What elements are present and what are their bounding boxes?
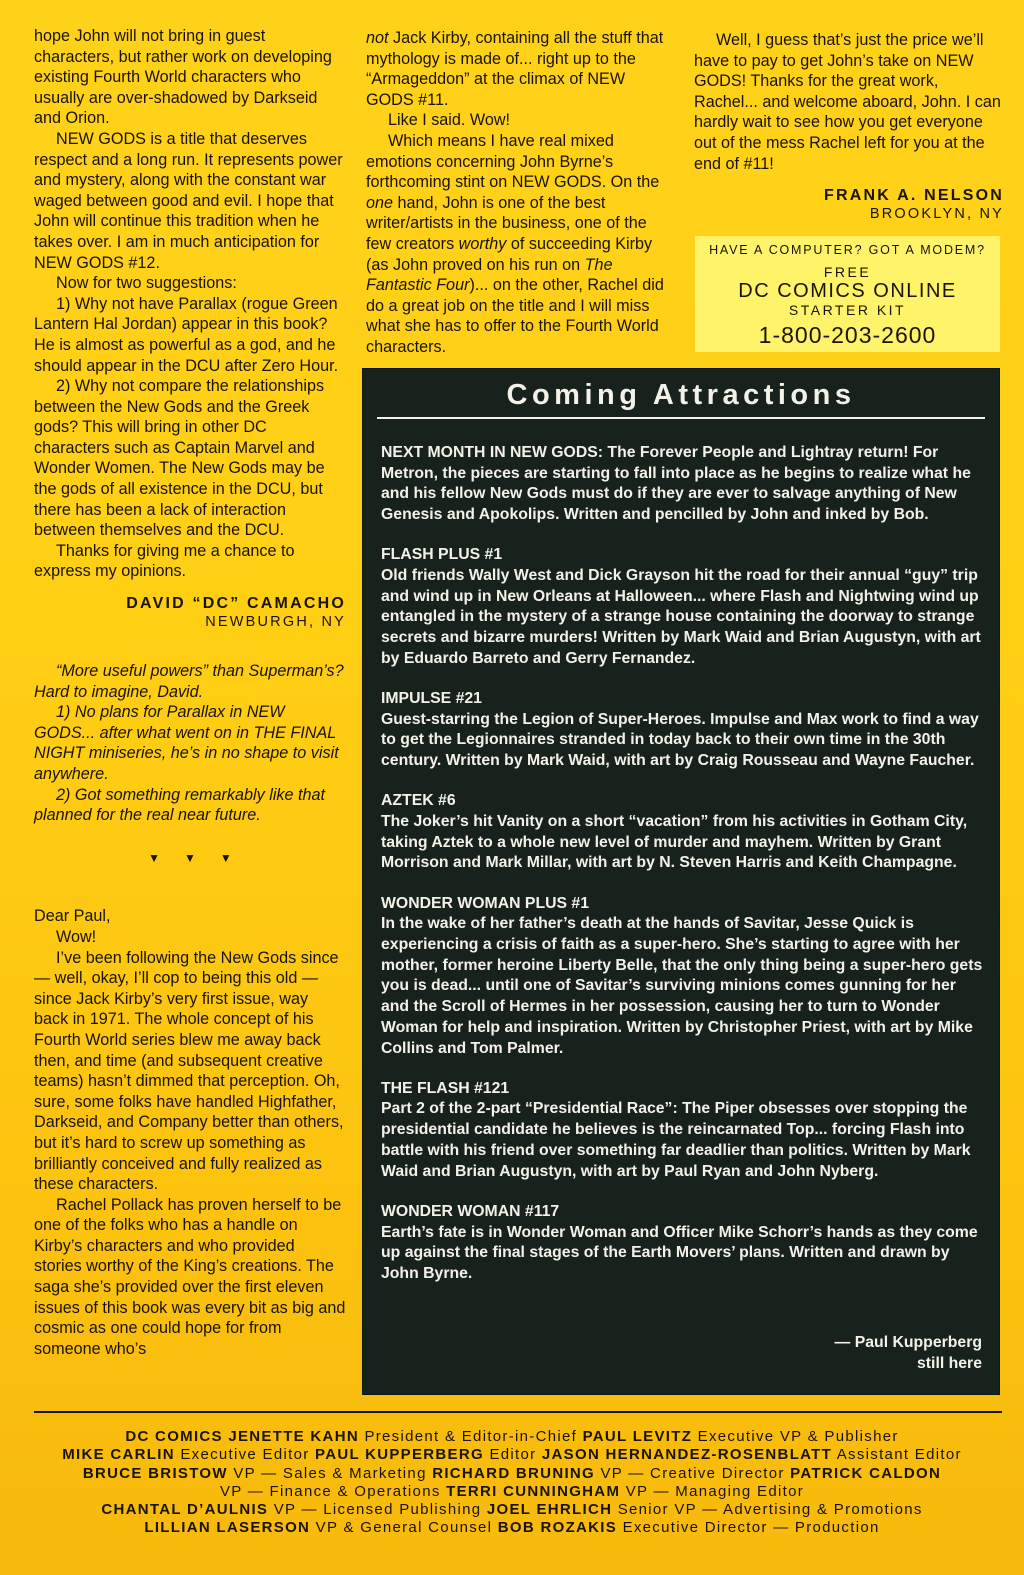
credit-name: LILLIAN LASERSON [144,1519,311,1537]
credits-line [20,1428,1004,1446]
credit-title: VP — Managing Editor [625,1482,805,1500]
letter-paragraph [366,131,674,358]
coming-attractions-list [381,443,987,1304]
letter-signature-name: FRANK A. NELSON [824,187,1004,205]
promo-phone: 1-800-203-2600 [758,322,937,348]
credit-name: BOB ROZAKIS [497,1519,618,1537]
letter-paragraph: 1) Why not have Parallax (rogue Green Lantern Hal Jordan) appear in this book? He is almost as powerful as a god, and he should appear in the DCU after Zero Hour. [34,294,339,375]
letter-column-3 [694,30,1004,223]
letter-signature-place: BROOKLYN, NY [869,206,1004,223]
footer-divider [34,1411,1002,1413]
coming-item-body: The Joker’s hit Vanity on a short “vacation” from his activities in Gotham City, taking Aztek to a whole new level of murder and mayhem. Written by Grant Morrison and Mark Millar, with art by N. Steven Harris and Keith Champagne. [381,813,968,872]
coming-item [381,1079,987,1183]
editor-reply: “More useful powers” than Superman’s? Hard to imagine, David. [34,662,344,701]
letter-paragraph: Now for two suggestions: [56,274,237,293]
promo-free: FREE [823,264,872,280]
editor-reply: 1) No plans for Parallax in NEW GODS... after what went on in THE FINAL NIGHT miniseries, he’s in no shape to visit anywhere. [34,703,339,783]
text-run: Which means I have real mixed emotions concerning John Byrne’s forthcoming stint on NEW GODS. On the [366,131,660,192]
coming-item-body: In the wake of her father’s death at the hands of Savitar, Jesse Quick is experiencing a crisis of faith as a super-hero. She’s starting to agree with her mother, former heroine Liberty Belle, that the only thing being a super-hero gets you is dead... until one of Savitar’s surviving minions comes gunning for her and the Scroll of Hermes in her possession, causing her to turn to Wonder Woman for help and inspiration. Written by Christopher Priest, with art by Mike Collins and Tom Palmer. [381,915,983,1057]
credit-title: VP & General Counsel [315,1519,493,1537]
credit-title: VP — Creative Director [600,1464,785,1482]
credit-title: VP — Sales & Marketing [233,1464,427,1482]
coming-item-title: NEXT MONTH IN NEW GODS: [381,444,604,461]
credits-line [20,1501,1004,1519]
credit-title: Editor [489,1446,537,1464]
coming-item-title: FLASH PLUS #1 [381,546,503,564]
credit-name: JASON HERNANDEZ-ROSENBLATT [541,1446,833,1464]
letter-column-1 [34,26,346,1359]
credit-title: VP — Licensed Publishing [273,1501,482,1519]
credit-title: Executive Director — Production [622,1519,880,1537]
letter-column-2 [366,28,674,358]
italic-text: not [366,29,389,47]
credit-name: JENETTE KAHN [228,1428,359,1445]
credit-title: VP — Finance & Operations [219,1482,441,1500]
coming-item [381,894,987,1060]
letter-paragraph: Like I said. Wow! [388,111,511,130]
credits-line [20,1483,1004,1501]
credits-line [20,1465,1004,1483]
letter-paragraph: Wow! [56,927,97,946]
letter-paragraph: Thanks for giving me a chance to express my opinions. [34,541,295,581]
letter-paragraph: Rachel Pollack has proven herself to be one of the folks who has a handle on Kirby’s characters and who provided stories worthy of the King’s creations. The saga she’s provided over the first eleven issues of this book was every bit as big and cosmic as one could hope for from someone who’s [34,1195,346,1358]
letter-paragraph: 2) Why not compare the relationships between the New Gods and the Greek gods? This will bring in other DC characters such as Captain Marvel and Wonder Women. The New Gods may be the gods of all existence in the DCU, but there has been a lack of interaction between themselves and the DCU. [34,377,325,540]
credit-name: PATRICK CALDON [790,1464,942,1482]
credit-name: CHANTAL D’AULNIS [101,1501,269,1519]
coming-item-body: Guest-starring the Legion of Super-Heroes. Impulse and Max work to find a way to get the Legionnaires stranded in today back to their own time in the 30th century. Written by Mark Waid, with art by Craig Rousseau and Wayne Faucher. [381,710,979,770]
letter-paragraph [366,28,674,110]
credit-title: Executive VP & Publisher [697,1428,899,1445]
letter-signature-name: DAVID “DC” CAMACHO [126,595,346,613]
coming-attractions-box [363,369,999,1394]
editor-signoff [835,1333,982,1374]
coming-item-title: THE FLASH #121 [381,1079,510,1097]
credit-name: MIKE CARLIN [62,1446,175,1464]
text-run: Jack Kirby, containing all the stuff that mythology is made of... right up to the “Armageddon” at the climax of NEW GODS #11. [366,29,664,109]
editor-signoff-name: — Paul Kupperberg [834,1334,982,1351]
credit-title: Executive Editor [180,1446,310,1464]
credit-name: PAUL LEVITZ [582,1428,693,1445]
italic-text: The Fantastic Four [366,255,613,295]
coming-item-body: Earth’s fate is in Wonder Woman and Officer Mike Schorr’s hands as they come up against the final stages of the Earth Movers’ plans. Written and drawn by John Byrne. [381,1223,978,1282]
credit-name: BRUCE BRISTOW [82,1464,228,1482]
coming-item [381,689,987,772]
promo-kit: STARTER KIT [788,302,907,318]
letter-paragraph: I’ve been following the New Gods since — well, okay, I’ll cop to being this old — since Jack Kirby’s very first issue, way back in 1971. The whole concept of his Fourth World series blew me away back then, and time (and subsequent creative teams) hasn’t dimmed that perception. Oh, sure, some folks have handled Highfather, Darkseid, and Company better than others, but it’s hard to screw up something as brilliantly conceived and fully realized as these characters. [34,948,344,1194]
credit-name: RICHARD BRUNING [432,1464,596,1482]
coming-item [381,791,987,874]
coming-item-title: IMPULSE #21 [381,690,482,708]
promo-question: HAVE A COMPUTER? GOT A MODEM? [709,243,986,257]
promo-title: DC COMICS ONLINE [738,280,957,302]
letter-paragraph: hope John will not bring in guest characters, but rather work on developing existing Fourth World characters who usually are over-shadowed by Darkseid and Orion. [34,27,332,128]
credits-line [20,1446,1004,1464]
italic-text: one [366,193,394,212]
coming-item-body: Part 2 of the 2-part “Presidential Race”: The Piper obsesses over stopping the presidential candidate he believes is the reincarnated Top... forcing Flash into battle with his friend over something far deadlier than politics. Written by Mark Waid and Brian Augustyn, with art by Paul Ryan and John Nyberg. [381,1100,971,1180]
text-run: of succeeding Kirby (as John proved on his run on [366,234,653,274]
letter-signature-place: NEWBURGH, NY [205,614,346,631]
coming-item-body: Old friends Wally West and Dick Grayson hit the road for their annual “guy” trip and wind up in New Orleans at Halloween... where Flash and Nightwing wind up entangled in the mystery of a strange house containing the doorway to strange secrets and bizarre murders! Written by Mark Waid and Brian Augustyn, with art by Eduardo Barreto and Gerry Fernandez. [381,567,981,667]
coming-item-title: WONDER WOMAN #117 [381,1202,560,1220]
credit-title: President & Editor-in-Chief [364,1428,578,1445]
section-divider-triangles: ▼▼▼ [148,850,256,865]
italic-text: worthy [458,234,507,253]
coming-item [381,545,987,669]
credit-name: PAUL KUPPERBERG [315,1446,484,1464]
letter-salutation: Dear Paul, [34,907,111,926]
coming-item-body: The Forever People and Lightray return! For Metron, the pieces are starting to fall into place as he begins to realize what he and his fellow New Gods must do if they are ever to salvage anything of New Genesis and Apokolips. Written and pencilled by John and inked by Bob. [381,444,971,524]
credit-title: Senior VP — Advertising & Promotions [617,1501,923,1519]
credits-line [20,1519,1004,1537]
title-divider [377,417,985,419]
dc-online-promo-box [695,236,1000,352]
editor-signoff-note: still here [917,1354,982,1372]
credit-name: TERRI CUNNINGHAM [446,1482,621,1500]
credit-title: Assistant Editor [836,1446,962,1464]
credit-name: JOEL EHRLICH [486,1501,613,1519]
credit-name: DC COMICS [125,1428,223,1445]
text-run: )... on the other, Rachel did do a great job on the title and I will miss what she has to offer to the Fourth World characters. [366,276,664,356]
coming-item-title: WONDER WOMAN PLUS #1 [381,894,589,912]
staff-credits [20,1428,1004,1538]
editor-reply: 2) Got something remarkably like that planned for the real near future. [34,785,326,825]
coming-item [381,1202,987,1285]
letter-paragraph: Well, I guess that’s just the price we’ll have to pay to get John’s take on NEW GODS! Thanks for the great work, Rachel... and welcome aboard, John. I can hardly wait to see how you get everyone out of the mess Rachel left for you at the end of #11! [694,31,1001,173]
coming-item [381,443,987,526]
text-run: hand, John is one of the best writer/artists in the business, one of the few creators [366,193,647,253]
coming-item-title: AZTEK #6 [381,792,456,810]
letter-paragraph: NEW GODS is a title that deserves respect and a long run. It represents power and mystery, along with the constant war waged between good and evil. I hope that John will continue this tradition when he takes over. I am in much anticipation for NEW GODS #12. [34,129,343,272]
coming-attractions-title: Coming Attractions [506,379,856,411]
